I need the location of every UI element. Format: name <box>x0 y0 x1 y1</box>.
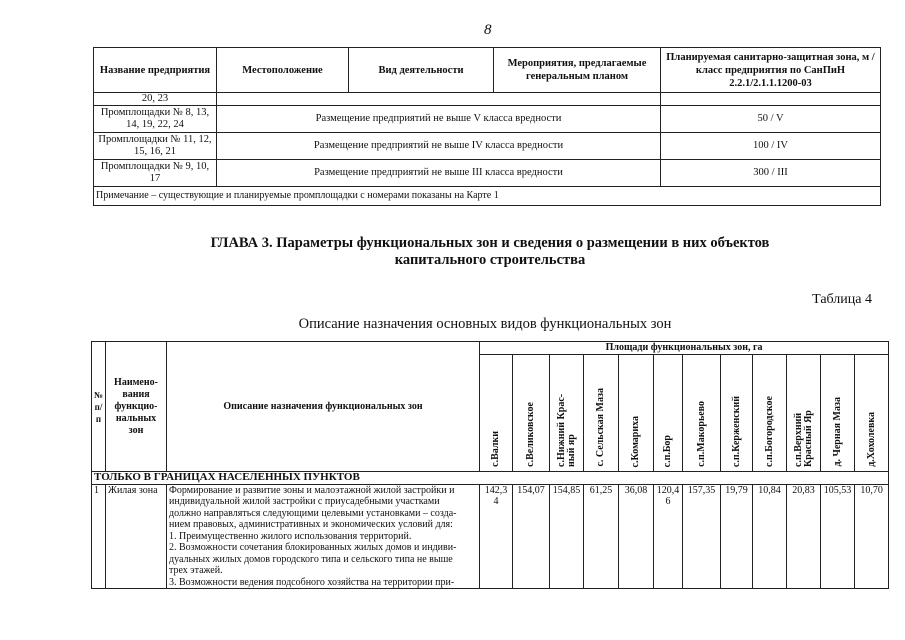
description-line: дуальных жилых домов городского типа и сельского типа не выше <box>169 553 453 565</box>
chapter-heading: ГЛАВА 3. Параметры функциональных зон и сведения о размещении в них объектов капитального строительства <box>210 235 770 268</box>
page-number: 8 <box>484 22 492 38</box>
settlement-header-label: с.п.Керженский <box>730 395 742 467</box>
settlement-header-label: с.п.Бор <box>662 434 673 467</box>
settlement-header-label: с. Сельская Маза <box>595 388 606 467</box>
settlement-header <box>654 355 683 472</box>
row-activity: Размещение предприятий не выше III класса вредности <box>217 160 661 187</box>
row-name: Промплощадки № 11, 12, 15, 16, 21 <box>94 133 217 160</box>
row-description <box>167 484 480 589</box>
table-title: Описание назначения основных видов функциональных зон <box>298 316 672 332</box>
area-value: 157,35 <box>683 484 721 589</box>
settlement-header-label: д. Черная Маза <box>831 397 843 467</box>
row-zone: 300 / III <box>661 160 881 187</box>
settlement-header <box>513 355 550 472</box>
table1-header-activity: Вид деятельности <box>349 48 494 93</box>
table-row <box>94 133 881 160</box>
settlement-header <box>683 355 721 472</box>
row-name: 20, 23 <box>94 93 217 106</box>
table1-header-location: Местоположение <box>217 48 349 93</box>
area-value: 154,07 <box>513 484 550 589</box>
description-line: трех этажей. <box>169 565 223 576</box>
settlement-header-label: с.п.Макорьево <box>695 401 707 467</box>
table-row <box>94 160 881 187</box>
table2-header-row <box>92 342 889 355</box>
description-line: 3. Возможности ведения подсобного хозяйства на территории при- <box>169 576 455 588</box>
description-line: должно направляться следующими целевыми установками – созда- <box>169 507 457 519</box>
row-name: Промплощадки № 8, 13, 14, 19, 22, 24 <box>94 106 217 133</box>
settlement-header-label: с.Нижний Крас-ный яр <box>555 393 577 467</box>
row-zone <box>661 93 881 106</box>
functional-zones-table <box>91 341 889 589</box>
description-line: индивидуальной жилой застройки с приусадебными участками <box>169 496 440 507</box>
description-line: Формирование и развитие зоны и малоэтажной жилой застройки и <box>169 484 455 496</box>
settlement-header-label: с.Комариха <box>630 415 641 467</box>
table2-header-area-group: Площади функциональных зон, га <box>480 342 889 355</box>
row-activity <box>217 93 661 106</box>
settlement-header <box>721 355 753 472</box>
row-zone-name: Жилая зона <box>106 484 167 589</box>
settlement-header-label: с.п.Богородское <box>763 396 775 467</box>
table2-header-no: № п/п <box>92 342 106 472</box>
table-row <box>92 484 889 589</box>
row-number: 1 <box>92 484 106 589</box>
settlement-header <box>821 355 855 472</box>
area-value: 154,85 <box>550 484 584 589</box>
area-value: 120,4 6 <box>654 484 683 589</box>
row-zone: 50 / V <box>661 106 881 133</box>
table1-header-sanitary-zone: Планируемая санитарно-защитная зона, м / класс предприятия по СанПиН 2.2.1/2.1.1.1200-03 <box>661 48 881 93</box>
settlement-header-label: с.Великовское <box>525 402 536 467</box>
settlement-header-label: д.Хохолевка <box>865 412 877 467</box>
area-value: 10,70 <box>855 484 889 589</box>
row-activity: Размещение предприятий не выше V класса вредности <box>217 106 661 133</box>
description-line: 1. Преимущественно жилого использования территорий. <box>169 530 412 542</box>
area-value: 19,79 <box>721 484 753 589</box>
section-row <box>92 472 889 485</box>
settlement-header <box>619 355 654 472</box>
area-value: 20,83 <box>787 484 821 589</box>
table2-header-description: Описание назначения функциональных зон <box>167 342 480 472</box>
settlement-header <box>550 355 584 472</box>
area-value: 142,3 4 <box>480 484 513 589</box>
settlement-header <box>480 355 513 472</box>
table-row <box>94 106 881 133</box>
table1-note-row <box>94 187 881 206</box>
table2-header-zone-name: Наимено-вания функцио-нальных зон <box>106 342 167 472</box>
row-name: Промплощадки № 9, 10, 17 <box>94 160 217 187</box>
section-title: ТОЛЬКО В ГРАНИЦАХ НАСЕЛЕННЫХ ПУНКТОВ <box>92 472 889 485</box>
table-row <box>94 93 881 106</box>
settlement-header <box>753 355 787 472</box>
row-zone: 100 / IV <box>661 133 881 160</box>
area-value: 61,25 <box>584 484 619 589</box>
settlement-header-label: с.Валки <box>490 431 501 467</box>
area-value: 10,84 <box>753 484 787 589</box>
table1-header-row <box>94 48 881 93</box>
table1-header-measures: Мероприятия, предлагаемые генеральным планом <box>494 48 661 93</box>
table1-header-name: Название предприятия <box>94 48 217 93</box>
settlement-header <box>787 355 821 472</box>
description-line: нием правовых, административных и экономических условий для: <box>169 519 453 530</box>
description-line: 2. Возможности сочетания блокированных жилых домов и индиви- <box>169 542 457 553</box>
table1-note: Примечание – существующие и планируемые промплощадки с номерами показаны на Карте 1 <box>94 187 881 206</box>
area-value: 36,08 <box>619 484 654 589</box>
settlement-header-label: с.п.Верхний Красный Яр <box>792 410 814 467</box>
area-value: 105,53 <box>821 484 855 589</box>
table-number: Таблица 4 <box>812 292 872 307</box>
enterprise-zones-table <box>93 47 881 206</box>
settlement-header <box>855 355 889 472</box>
settlement-header <box>584 355 619 472</box>
row-activity: Размещение предприятий не выше IV класса вредности <box>217 133 661 160</box>
